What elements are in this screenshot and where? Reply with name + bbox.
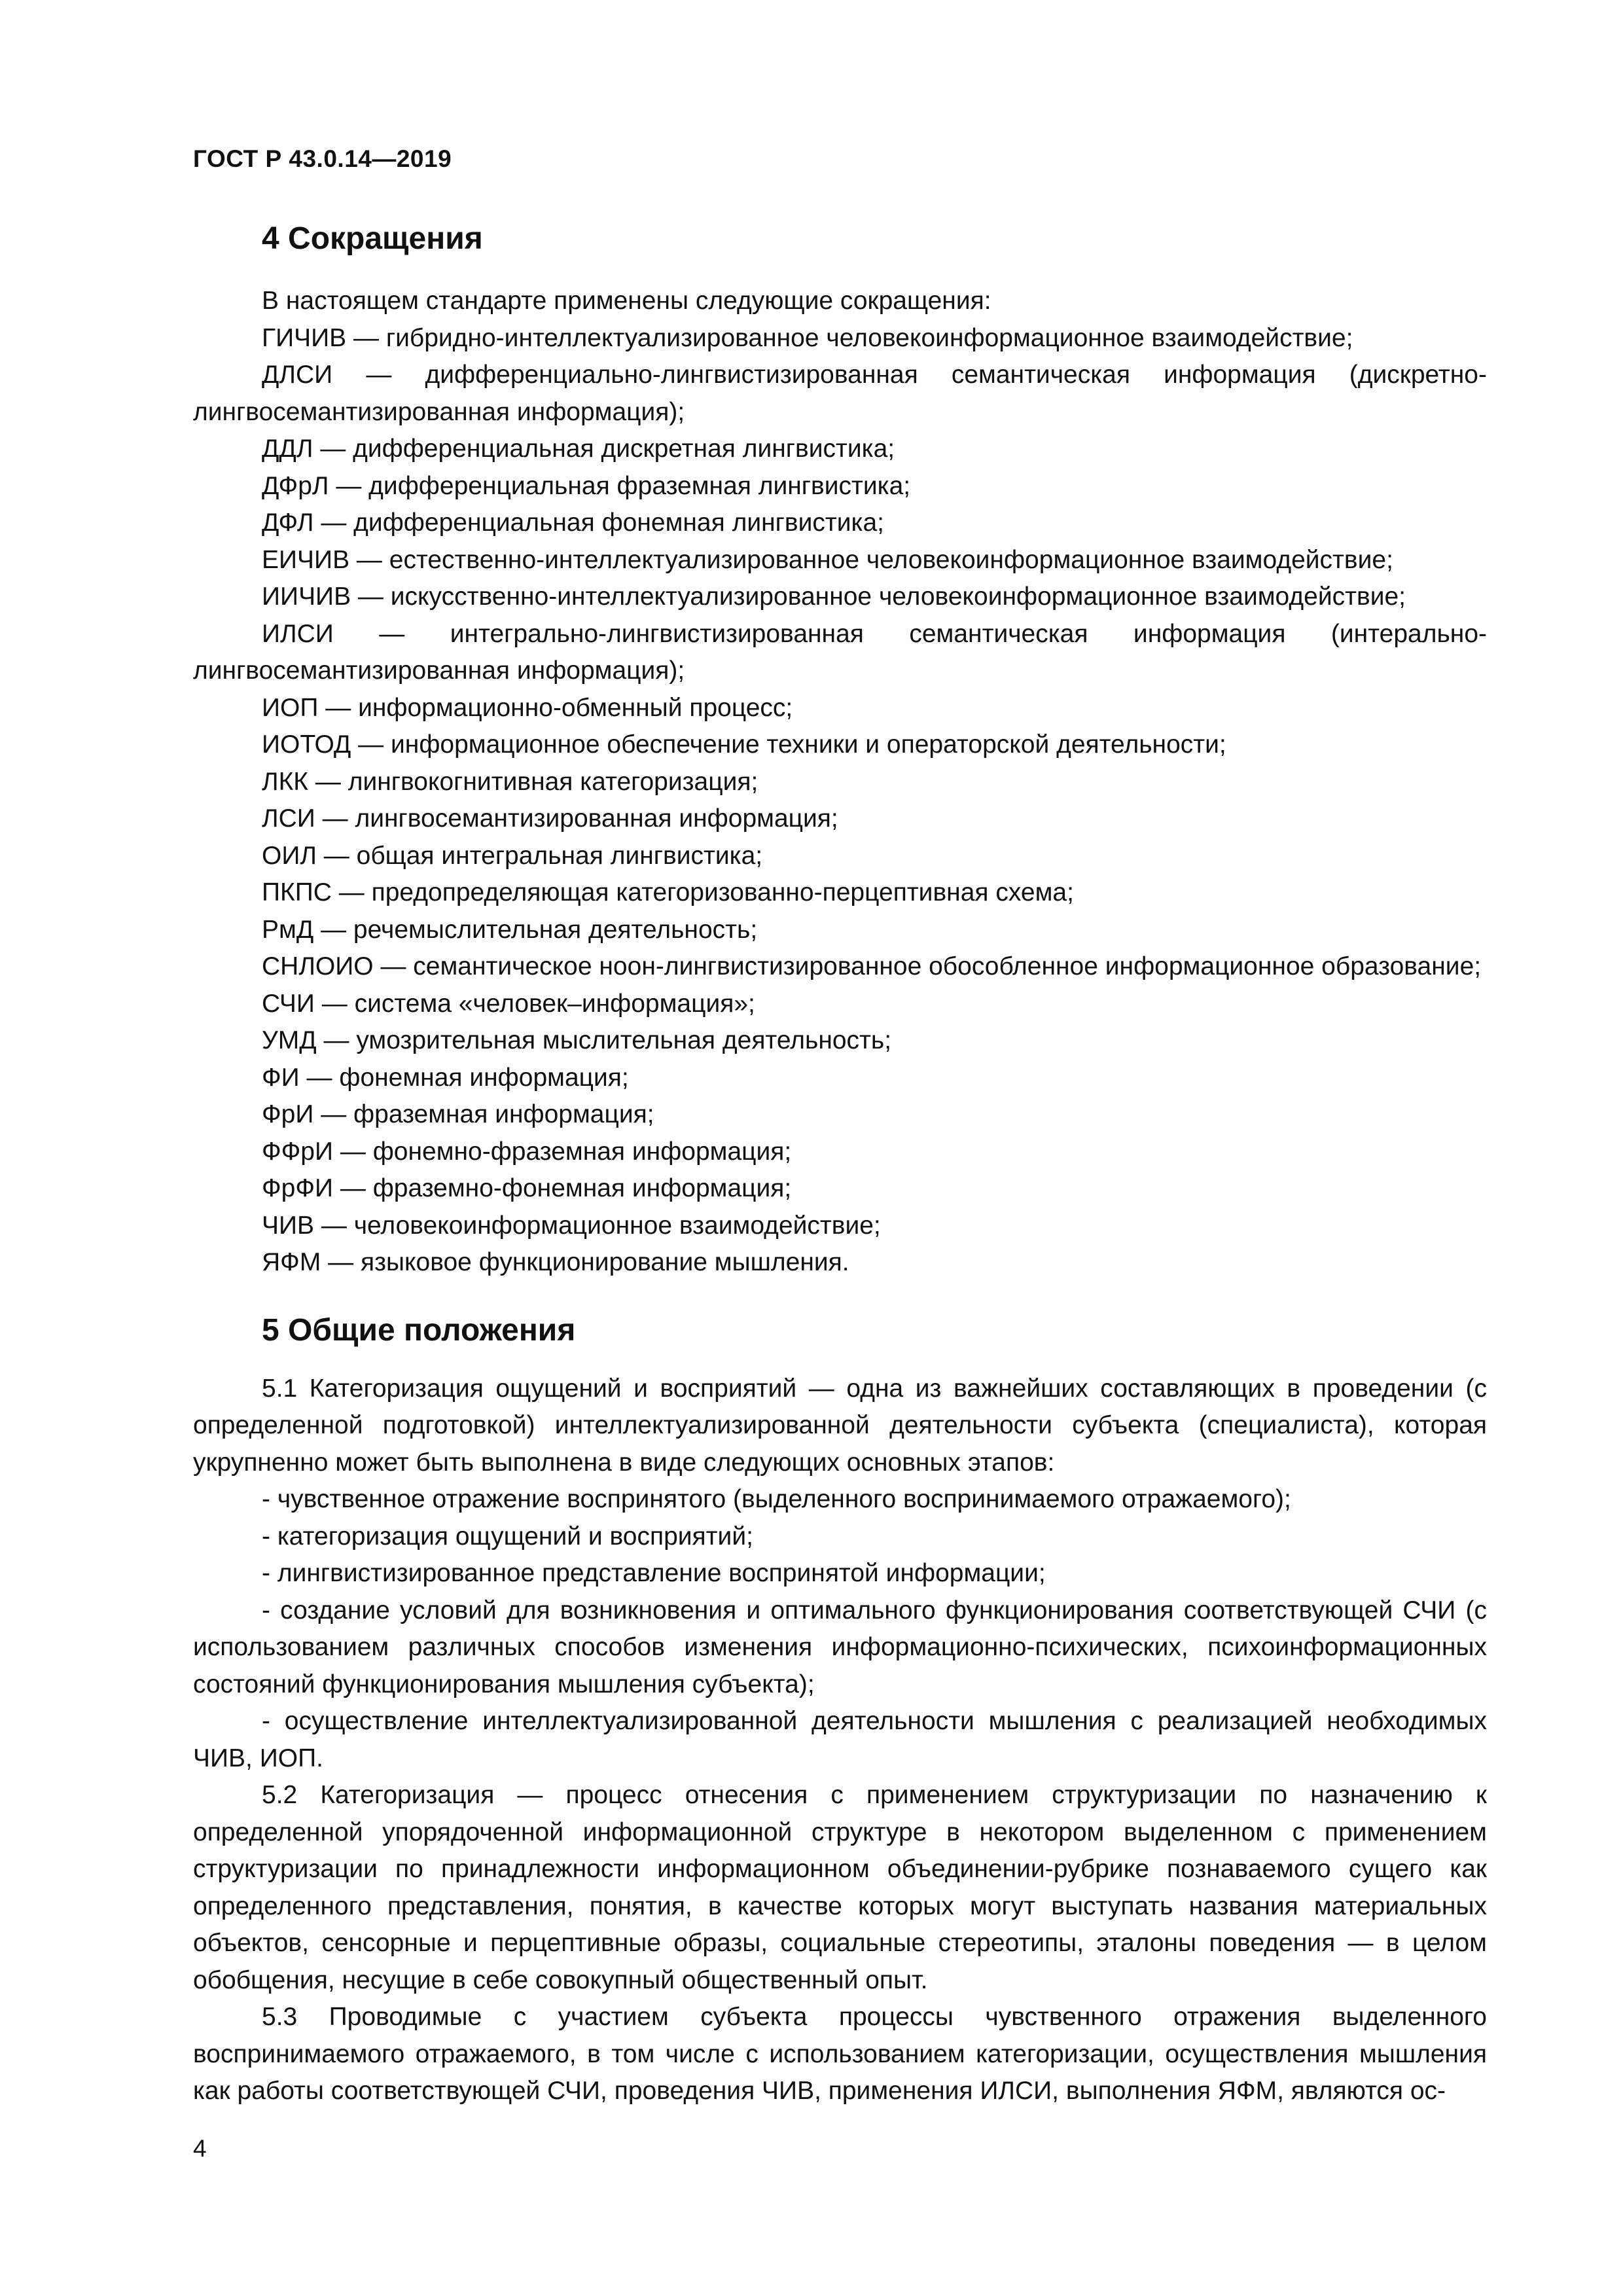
abbreviation-item: ФФрИ — фонемно-фраземная информация; (262, 1137, 792, 1166)
abbreviation-item: ИЛСИ — интегрально-лингвистизированная семантическая информация (интерально-лингвосемантизированная информация); (193, 619, 1487, 685)
bullet-item: - создание условий для возникновения и оптимального функционирования соответствующей СЧИ (с использованием различных способов изменения информационно-психических, психоинформационных состояний функционирования мышления субъекта); (193, 1596, 1487, 1698)
abbreviation-item: ИОТОД — информационное обеспечение техники и операторской деятельности; (262, 730, 1226, 759)
abbreviation-item: ДФЛ — дифференциальная фонемная лингвистика; (262, 509, 884, 537)
abbreviation-item: ДФрЛ — дифференциальная фраземная лингвистика; (262, 471, 911, 500)
abbreviation-item: ИИЧИВ — искусственно-интеллектуализированное человекоинформационное взаимодействие; (262, 583, 1406, 611)
abbreviation-item: ЛСИ — лингвосемантизированная информация; (262, 804, 838, 833)
abbreviation-item: ЧИВ — человекоинформационное взаимодействие; (262, 1211, 881, 1240)
paragraph-5-1: 5.1 Категоризация ощущений и восприятий — одна из важнейших составляющих в проведении (с определенной подготовкой) интеллектуализированной деятельности субъекта (специалиста), которая укрупненно может быть выполнена в виде следующих основных этапов: (193, 1374, 1487, 1477)
paragraph-5-2: 5.2 Категоризация — процесс отнесения с применением структуризации по назначению к определенной упорядоченной информационной структуре в некотором выделенном с применением структуризации по принадлежности информационном объединении-рубрике познаваемого сущего как определенного представления, понятия, в качестве которых могут выступать названия материальных объектов, сенсорные и перцептивные образы, социальные стереотипы, эталоны поведения — в целом обобщения, несущие в себе совокупный общественный опыт. (193, 1781, 1487, 1994)
abbreviation-item: ЯФМ — языковое функционирование мышления. (262, 1248, 849, 1276)
abbreviation-item: СНЛОИО — семантическое ноон-лингвистизированное обособленное информационное образование; (262, 952, 1482, 980)
bullet-item: - лингвистизированное представление воспринятой информации; (262, 1559, 1046, 1587)
bullet-item: - чувственное отражение воспринятого (выделенного воспринимаемого отражаемого); (262, 1485, 1291, 1513)
abbreviation-item: ГИЧИВ — гибридно-интеллектуализированное человекоинформационное взаимодействие; (262, 323, 1353, 352)
abbreviation-item: СЧИ — система «человек–информация»; (262, 989, 755, 1018)
abbreviation-item: ЛКК — лингвокогнитивная категоризация; (262, 767, 758, 796)
section-4-title: 4 Сокращения (262, 221, 483, 256)
document-code-header: ГОСТ Р 43.0.14—2019 (193, 145, 452, 172)
bullet-item: - категоризация ощущений и восприятий; (262, 1522, 753, 1551)
section-5-title: 5 Общие положения (262, 1312, 576, 1348)
abbreviation-item: ДДЛ — дифференциальная дискретная лингвистика; (262, 435, 895, 463)
paragraph-5-3: 5.3 Проводимые с участием субъекта процессы чувственного отражения выделенного воспринимаемого отражаемого, в том числе с использованием категоризации, осуществления мышления как работы соответствующей СЧИ, проведения ЧИВ, применения ИЛСИ, выполнения ЯФМ, являются ос- (193, 2003, 1487, 2105)
abbreviation-item: ФрИ — фраземная информация; (262, 1100, 654, 1128)
abbreviation-item: ИОП — информационно-обменный процесс; (262, 693, 793, 722)
abbreviation-item: ПКПС — предопределяющая категоризованно-перцептивная схема; (262, 878, 1074, 906)
abbreviation-item: ФИ — фонемная информация; (262, 1063, 629, 1092)
section-4-intro: В настоящем стандарте применены следующие сокращения: (262, 287, 991, 315)
bullet-item: - осуществление интеллектуализированной деятельности мышления с реализацией необходимых ЧИВ, ИОП. (193, 1707, 1487, 1772)
page-content (193, 216, 1487, 2110)
abbreviation-item: УМД — умозрительная мыслительная деятельность; (262, 1026, 892, 1054)
abbreviation-item: ФрФИ — фраземно-фонемная информация; (262, 1174, 792, 1202)
abbreviation-item: ЕИЧИВ — естественно-интеллектуализированное человекоинформационное взаимодействие; (262, 545, 1393, 574)
abbreviation-item: ОИЛ — общая интегральная лингвистика; (262, 841, 763, 870)
abbreviation-item: РмД — речемыслительная деятельность; (262, 915, 758, 944)
abbreviation-item: ДЛСИ — дифференциально-лингвистизированная семантическая информация (дискретно-лингвосемантизированная информация); (193, 361, 1487, 426)
page-number: 4 (193, 2135, 207, 2162)
